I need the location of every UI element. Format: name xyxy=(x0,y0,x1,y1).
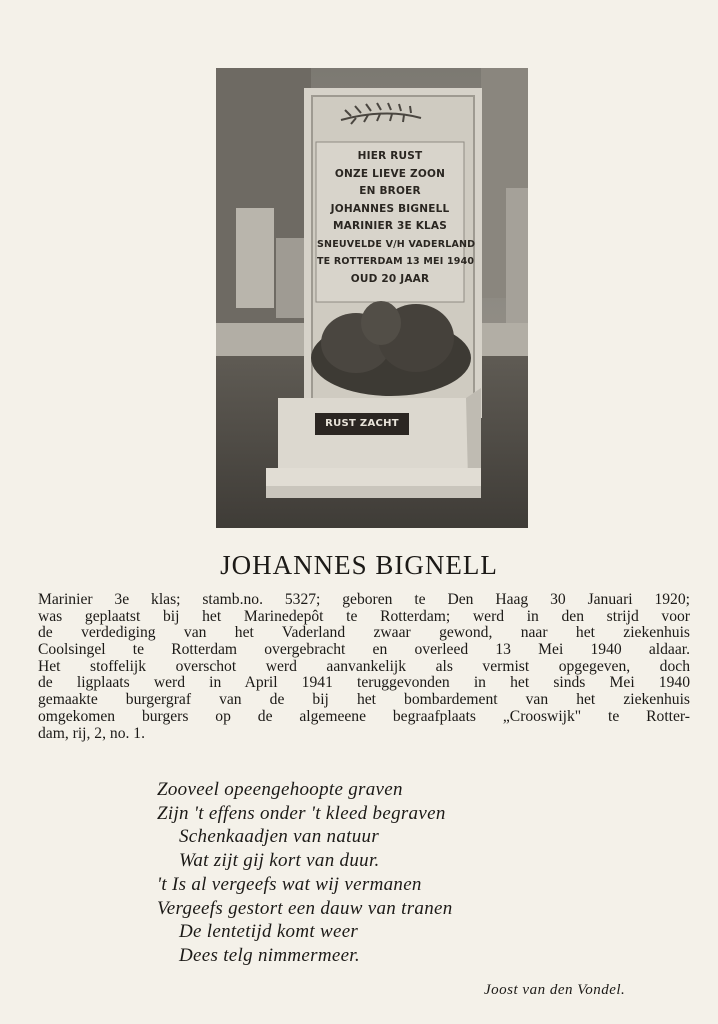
poem-author: Joost van den Vondel. xyxy=(484,982,626,998)
biography-line: Coolsingel te Rotterdam overgebracht en overleed 13 Mei 1940 aldaar. xyxy=(38,641,690,659)
page-title: JOHANNES BIGNELL xyxy=(220,550,498,580)
poem-line: Vergeefs gestort een dauw van tranen xyxy=(157,897,453,919)
biography-line: Marinier 3e klas; stamb.no. 5327; geboren te Den Haag 30 Januari 1920; xyxy=(38,591,690,608)
headstone-photo xyxy=(216,68,528,528)
poem-line: 't Is al vergeefs wat wij vermanen xyxy=(157,873,422,895)
inscription-line: MARINIER 3E KLAS xyxy=(332,220,448,232)
poem xyxy=(157,778,453,968)
inscription-line: EN BROER xyxy=(359,185,421,197)
headstone-inscription xyxy=(317,148,476,288)
poem-line: Schenkaadjen van natuur xyxy=(179,826,380,848)
biography-line: Het stoffelijk overschot werd aanvankelijk als vermist opgegeven, doch xyxy=(38,657,690,675)
biography-line: dam, rij, 2, no. 1. xyxy=(38,724,145,742)
inscription-line: OUD 20 JAAR xyxy=(350,272,430,285)
inscription-line: JOHANNES BIGNELL xyxy=(330,202,450,215)
biography-line: omgekomen burgers op de algemeene begraafplaats „Crooswijk" te Rotter- xyxy=(38,707,690,725)
rust-zacht-plaque: RUST ZACHT xyxy=(315,413,409,435)
poem-line: Wat zijt gij kort van duur. xyxy=(179,850,380,872)
poem-line: Zijn 't effens onder 't kleed begraven xyxy=(157,802,446,824)
poem-line: Dees telg nimmermeer. xyxy=(179,944,360,966)
poem-line: De lentetijd komt weer xyxy=(179,921,359,943)
biography-line: de verdediging van het Vaderland zwaar gewond, naar het ziekenhuis xyxy=(38,624,690,642)
inscription-line: HIER RUST xyxy=(357,150,423,162)
biography-line: gemaakte burgergraf van de bij het bombardement van het ziekenhuis xyxy=(38,691,690,709)
poem-line: Zooveel opeengehoopte graven xyxy=(157,779,403,800)
biography-line: was geplaatst bij het Marinedepôt te Rotterdam; werd in den strijd voor xyxy=(38,607,690,625)
headstone-photo-art xyxy=(216,68,528,528)
biography-paragraph xyxy=(38,592,690,742)
inscription-line: ONZE LIEVE ZOON xyxy=(334,167,446,180)
biography-line: de ligplaats werd in April 1941 teruggevonden in het sinds Mei 1940 xyxy=(38,674,690,692)
inscription-line: SNEUVELDE V/H VADERLAND xyxy=(317,238,476,250)
inscription-line: TE ROTTERDAM 13 MEI 1940 xyxy=(317,256,475,267)
